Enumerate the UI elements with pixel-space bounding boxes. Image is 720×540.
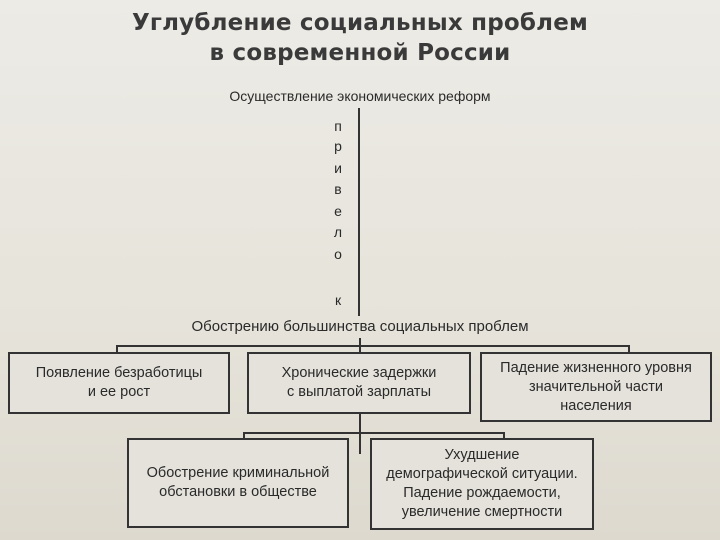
box-salary-delays: Хронические задержки с выплатой зарплаты (247, 352, 471, 414)
box-living-standard: Падение жизненного уровня значительной части населения (480, 352, 712, 422)
main-vertical-connector (358, 108, 360, 316)
box-unemployment: Появление безработицы и ее рост (8, 352, 230, 414)
upper-horizontal-connector (116, 345, 630, 347)
box-demography: Ухудшение демографической ситуации. Падение рождаемости, увеличение смертности (370, 438, 594, 530)
vertical-letter: е (334, 203, 342, 219)
vertical-letter: и (334, 160, 342, 176)
reforms-label: Осуществление экономических реформ (229, 88, 491, 104)
page-title-line-1: Углубление социальных проблем (131, 10, 588, 36)
box-crime: Обострение криминальной обстановки в обществе (127, 438, 349, 528)
lower-horizontal-connector (243, 432, 505, 434)
vertical-letter: р (334, 138, 342, 154)
vertical-letter: о (334, 246, 342, 262)
page-title-line-2: в современной России (209, 40, 511, 66)
vertical-letter: в (334, 181, 342, 197)
vertical-letter: п (334, 118, 342, 134)
vertical-letter: к (334, 292, 342, 308)
vertical-letter: л (333, 224, 343, 240)
aggravation-label: Обострению большинства социальных проблем (191, 318, 529, 335)
